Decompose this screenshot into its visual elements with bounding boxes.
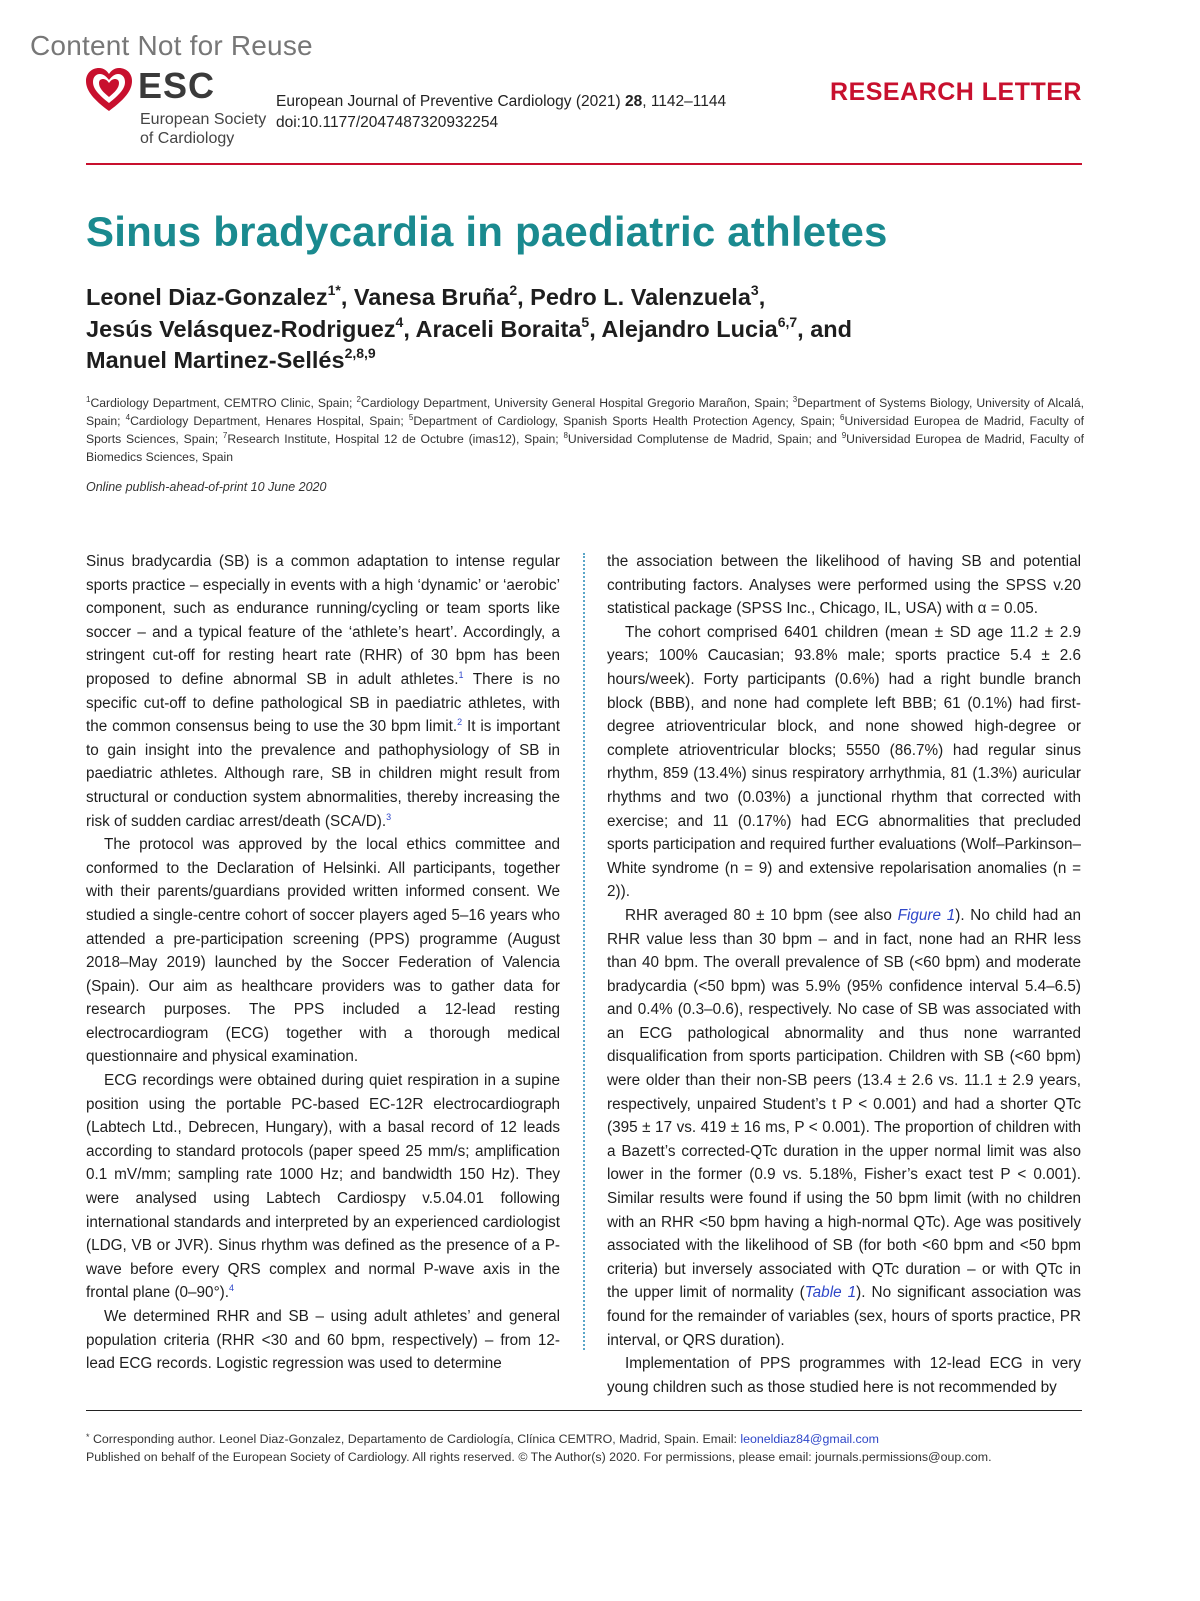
affiliation-text: Universidad Europea de Madrid, Faculty of Biomedics Sciences, Spain <box>86 432 1084 464</box>
article-title: Sinus bradycardia in paediatric athletes <box>86 208 888 255</box>
figure-1-link[interactable]: Figure 1 <box>897 906 956 924</box>
affiliation-number: 5 <box>408 413 414 422</box>
ref-2[interactable]: 2 <box>457 717 463 728</box>
ref-1[interactable]: 1 <box>458 669 464 680</box>
body-column-right <box>607 550 1081 1399</box>
author-separator: , and <box>797 315 852 342</box>
column-divider <box>583 553 585 1350</box>
author-separator: , <box>589 315 602 342</box>
author-name: Jesús Velásquez-Rodriguez <box>86 315 396 342</box>
author-affiliation-ref: 1* <box>327 282 341 298</box>
author-name: Araceli Boraita <box>415 315 582 342</box>
footnotes <box>86 1428 1086 1466</box>
header-rule <box>86 163 1082 165</box>
email-link[interactable]: leoneldiaz84@gmail.com <box>740 1432 879 1446</box>
affiliation-number: 1 <box>86 395 91 404</box>
paragraph: We determined RHR and SB – using adult athletes’ and general population criteria (RHR <30 and 60 bpm, respectively) – from 12-lead ECG records. Logistic regression was used to determine <box>86 1308 560 1373</box>
author-separator: , <box>758 284 766 310</box>
author-separator: , <box>517 284 531 310</box>
paragraph: ECG recordings were obtained during quiet respiration in a supine position using the portable PC-based EC-12R electrocardiograph (Labtech Ltd., Debrecen, Hungary), with a basal record of 12 leads according to standard protocols (paper speed 25 mm/s; amplification 0.1 mV/mm; sampling rate 1000 Hz; and bandwidth 150 Hz). They were analysed using Labtech Cardiospy v.5.04.01 following international standards and interpreted by an experienced cardiologist (LDG, VB or JVR). Sinus rhythm was defined as the presence of a P-wave before every QRS complex and normal P-wave axis in the frontal plane (0–90°).$^4$ <box>86 1072 560 1302</box>
affiliation-text: Research Institute, Hospital 12 de Octubre (imas12), Spain; <box>227 432 564 446</box>
author-separator: , <box>340 284 354 310</box>
esc-wordmark: ESC <box>138 65 216 106</box>
affiliation-number: 7 <box>222 431 228 440</box>
society-line-2: of Cardiology <box>140 130 235 147</box>
affiliation-text: Cardiology Department, University General Hospital Gregorio Marañon, Spain; <box>360 396 793 410</box>
affiliation-number: 2 <box>356 395 361 404</box>
affiliation-number: 6 <box>840 413 845 422</box>
publish-note: Published on behalf of the European Society of Cardiology. All rights reserved. © The Author(s) 2020. For permissions, please email: journals.permissions@oup.com. <box>86 1450 992 1464</box>
author-affiliation-ref: 3 <box>750 282 759 298</box>
online-publish-note: Online publish-ahead-of-print 10 June 2020 <box>86 480 327 494</box>
journal-name: European Journal of Preventive Cardiology (2021) <box>276 93 625 110</box>
paragraph: Sinus bradycardia (SB) is a common adaptation to intense regular sports practice – especially in events with a high ‘dynamic’ or ‘aerobic’ component, such as endurance running/cycling or team sports like soccer – and a typical feature of the ‘athlete’s heart’. Accordingly, a stringent cut-off for resting heart rate (RHR) of 30 bpm has been proposed to define abnormal SB in adult athletes.$^1$ There is no specific cut-off to define pathological SB in paediatric athletes, with the common consensus being to use the 30 bpm limit.$^2$ It is important to gain insight into the prevalence and pathophysiology of SB in paediatric athletes. Although rare, SB in children might result from structural or conduction system abnormalities, thereby increasing the risk of sudden cardiac arrest/death (SCA/D).$^3$ <box>86 553 561 830</box>
paragraph: The protocol was approved by the local ethics committee and conformed to the Declaration of Helsinki. All participants, together with their parents/guardians provided written informed consent. We studied a single-centre cohort of soccer players aged 5–16 years who attended a pre-participation screening (PPS) programme (August 2018–May 2019) launched by the Soccer Federation of Valencia (Spain). Our aim as healthcare providers was to gather data for research purposes. The PPS included a 12-lead resting electrocardiogram (ECG) together with a thorough medical questionnaire and physical examination. <box>86 836 560 1066</box>
affiliation-number: 8 <box>563 431 568 440</box>
journal-pages: , 1142–1144 <box>642 93 727 110</box>
affiliation-text: Cardiology Department, Henares Hospital, Spain; <box>130 414 409 428</box>
affiliation-number: 3 <box>792 395 798 404</box>
affiliation-text: Cardiology Department, CEMTRO Clinic, Spain; <box>90 396 357 410</box>
author-name: Vanesa Bruña <box>353 284 510 310</box>
author-affiliation-ref: 2,8,9 <box>344 345 376 361</box>
article-type: RESEARCH LETTER <box>830 78 1082 106</box>
author-name: Alejandro Lucia <box>601 315 778 342</box>
author-name: Manuel Martinez-Sellés <box>86 347 345 373</box>
ref-4[interactable]: 4 <box>229 1283 235 1294</box>
affiliation-text: Universidad Complutense de Madrid, Spain; and <box>567 432 842 446</box>
paragraph: RHR averaged 80 ± 10 bpm (see also Figure 1). No child had an RHR value less than 30 bpm – and in fact, none had an RHR less than 40 bpm. The overall prevalence of SB (<60 bpm) and moderate bradycardia (<50 bpm) was 5.9% (95% confidence interval 5.4–6.5) and 0.4% (0.3–0.6), respectively. No case of SB was associated with an ECG pathological abnormality and thus none warranted disqualification from sports participation. Children with SB (<60 bpm) were older than their non-SB peers (13.4 ± 2.6 vs. 11.1 ± 2.9 years, respectively, unpaired Student’s t P < 0.001) and had a shorter QTc (395 ± 17 vs. 419 ± 16 ms, P < 0.001). The proportion of children with a Bazett’s corrected-QTc duration in the upper normal limit was also lower in the former (0.9 vs. 5.18%, Fisher’s exact test P < 0.001). Similar results were found if using the 50 bpm limit (with no children with an RHR <50 bpm having a high-normal QTc). Age was positively associated with the likelihood of SB (for both <60 bpm and <50 bpm criteria) but inversely associated with QTc duration – or with QTc in the upper limit of normality (Table 1). No significant association was found for the remainder of variables (sex, hours of sports practice, PR interval, or QRS duration). <box>607 906 1082 1349</box>
author-affiliation-ref: 4 <box>395 313 404 330</box>
paragraph: Implementation of PPS programmes with 12-lead ECG in very young children such as those studied here is not recommended by <box>607 1355 1081 1396</box>
journal-volume: 28 <box>624 93 643 110</box>
author-name: Pedro L. Valenzuela <box>530 284 751 310</box>
author-name: Leonel Diaz-Gonzalez <box>86 284 328 310</box>
body-column-left <box>86 550 560 1376</box>
affiliation-number: 4 <box>125 413 131 422</box>
author-affiliation-ref: 5 <box>581 313 590 330</box>
footer-rule <box>86 1410 1082 1411</box>
paragraph: The cohort comprised 6401 children (mean ± SD age 11.2 ± 2.9 years; 100% Caucasian; 93.8% male; sports practice 5.4 ± 2.6 hours/week). Forty participants (0.6%) had a right bundle branch block (BBB), and none had complete left BBB; 61 (0.1%) had first-degree atrioventricular block, and none showed high-degree or complete atrioventricular blocks; 5550 (86.7%) had regular sinus rhythm, 859 (13.4%) sinus respiratory arrhythmia, 81 (1.3%) auricular rhythms and two (0.03%) a junctional rhythm that corrected with exercise; and 11 (0.17%) had ECG abnormalities that precluded sports participation and required further evaluations (Wolf–Parkinson–White syndrome (n = 9) and extensive repolarisation anomalies (n = 2)). <box>607 623 1081 901</box>
affiliation-text: Department of Systems Biology, University of Alcalá, Spain; <box>86 396 1084 428</box>
author-list <box>86 282 1086 377</box>
table-1-link[interactable]: Table 1 <box>804 1284 857 1302</box>
paragraph: the association between the likelihood of having SB and potential contributing factors. Analyses were performed using the SPSS v.20 statistical package (SPSS Inc., Chicago, IL, USA) with α = 0.05. <box>607 553 1081 618</box>
author-separator: , <box>403 315 416 342</box>
author-affiliation-ref: 2 <box>509 282 518 298</box>
journal-doi: doi:10.1177/2047487320932254 <box>276 114 499 131</box>
journal-citation <box>276 91 726 133</box>
corresponding-author-note: * Corresponding author. Leonel Diaz-Gonzalez, Departamento de Cardiología, Clínica CEMTRO, Madrid, Spain. Email: leoneldiaz84@gmail.com <box>86 1432 879 1446</box>
ref-3[interactable]: 3 <box>386 811 392 822</box>
esc-society-name <box>140 110 266 148</box>
esc-heart-logo-icon <box>84 66 134 114</box>
watermark: Content Not for Reuse <box>30 30 313 61</box>
affiliation-text: Universidad Europea de Madrid, Faculty of Sports Sciences, Spain; <box>86 414 1084 446</box>
affiliations <box>86 394 1084 466</box>
affiliation-number: 9 <box>841 431 847 440</box>
affiliation-text: Department of Cardiology, Spanish Sports Health Protection Agency, Spain; <box>413 414 841 428</box>
society-line-1: European Society <box>140 111 267 128</box>
author-affiliation-ref: 6,7 <box>777 313 798 330</box>
